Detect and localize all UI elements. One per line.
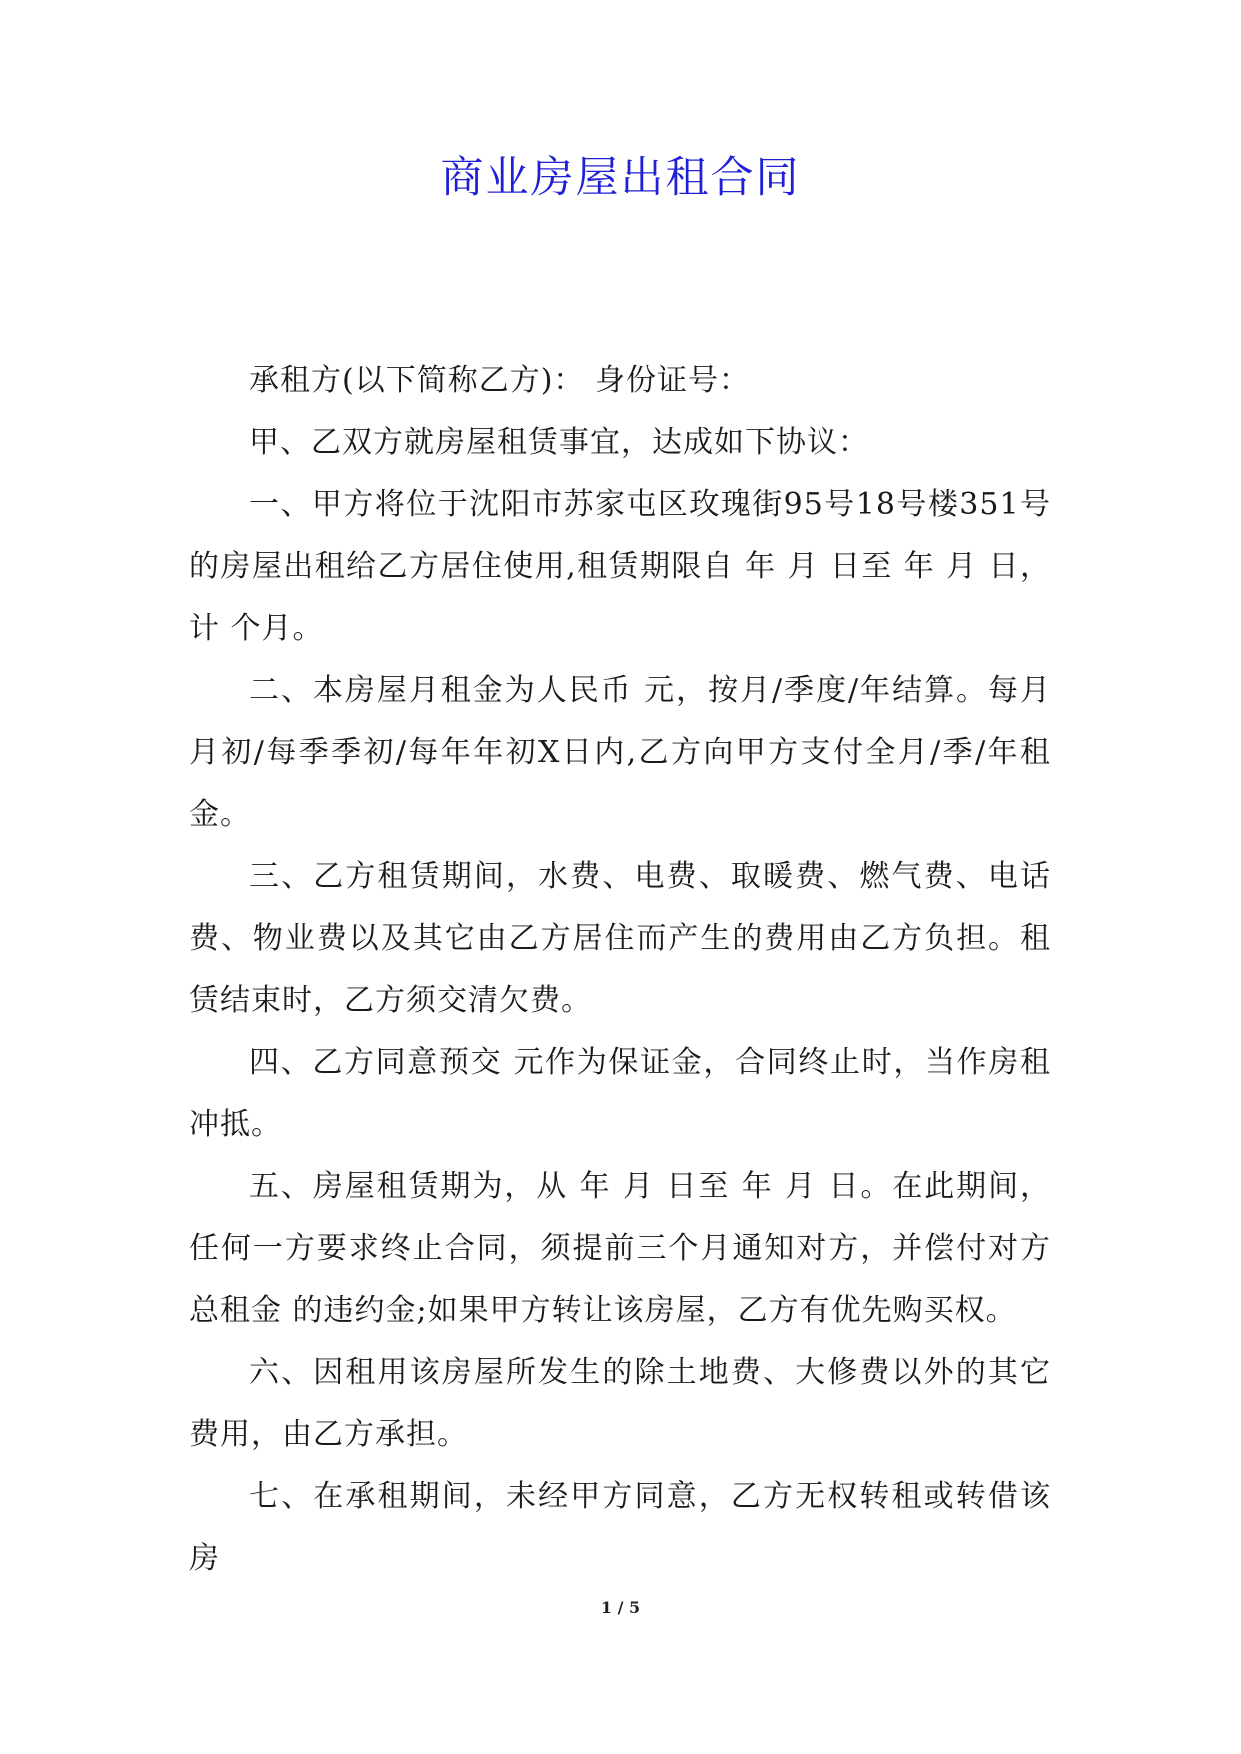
paragraph-clause-5: 五、房屋租赁期为，从 年 月 日至 年 月 日。在此期间，任何一方要求终止合同，须提前三个月通知对方，并偿付对方总租金 的违约金;如果甲方转让该房屋，乙方有优先购买权。 [189, 1169, 1051, 1328]
paragraph-clause-6: 六、因租用该房屋所发生的除土地费、大修费以外的其它费用，由乙方承担。 [189, 1355, 1051, 1452]
paragraph-clause-7: 七、在承租期间，未经甲方同意，乙方无权转租或转借该房 [189, 1479, 1051, 1576]
document-title: 商业房屋出租合同 [440, 153, 801, 203]
paragraph-agreement-intro: 甲、乙双方就房屋租赁事宜，达成如下协议： [249, 425, 869, 460]
paragraph-clause-2: 二、本房屋月租金为人民币 元，按月/季度/年结算。每月月初/每季季初/每年年初X日内,乙方向甲方支付全月/季/年租金。 [189, 673, 1051, 832]
page-number: 1 / 5 [600, 1598, 641, 1617]
paragraph-clause-4: 四、乙方同意预交 元作为保证金，合同终止时，当作房租冲抵。 [189, 1045, 1051, 1142]
document-body [189, 350, 1051, 1590]
paragraph-clause-3: 三、乙方租赁期间，水费、电费、取暖费、燃气费、电话费、物业费以及其它由乙方居住而产生的费用由乙方负担。租赁结束时，乙方须交清欠费。 [189, 859, 1051, 1018]
paragraph-lessee: 承租方(以下简称乙方)： 身份证号： [249, 363, 750, 398]
paragraph-clause-1: 一、甲方将位于沈阳市苏家屯区玫瑰街95号18号楼351号的房屋出租给乙方居住使用,租赁期限自 年 月 日至 年 月 日，计 个月。 [189, 487, 1051, 646]
